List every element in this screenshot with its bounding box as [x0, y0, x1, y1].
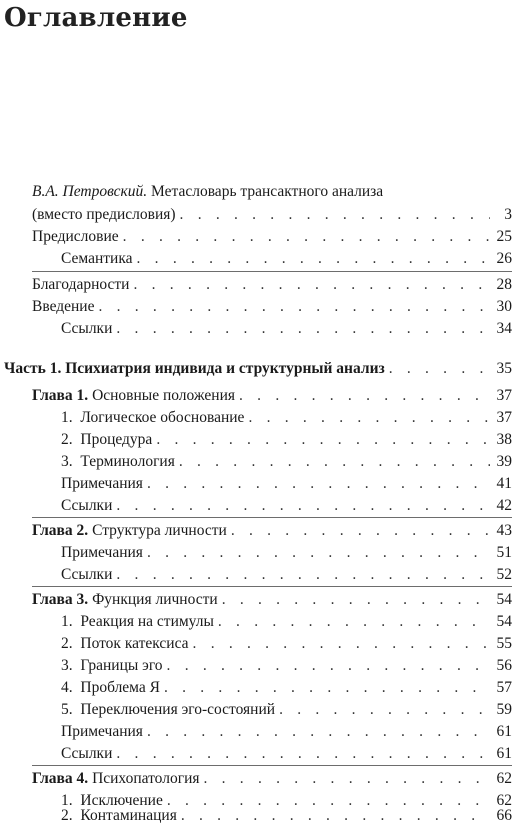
- section-divider: [32, 517, 512, 518]
- toc-entry-section[interactable]: [0, 678, 519, 698]
- toc-entry-label: 1. Реакция на стимулы: [61, 613, 214, 630]
- section-divider: [32, 765, 512, 766]
- toc-page-number: 28: [496, 276, 512, 293]
- toc-leader-dots: [147, 474, 490, 494]
- toc-entry-section[interactable]: [0, 430, 519, 450]
- toc-entry-label: 3. Границы эго: [61, 657, 163, 674]
- toc-page-number: 35: [496, 360, 512, 377]
- toc-leader-dots: [98, 297, 490, 317]
- chapter-prefix: Глава 3.: [32, 591, 89, 608]
- toc-page-number: 37: [496, 387, 512, 404]
- toc-leader-dots: [147, 722, 490, 742]
- toc-page-number: 54: [496, 591, 512, 608]
- toc-page-number: 38: [496, 431, 512, 448]
- toc-entry-preface[interactable]: [0, 227, 519, 247]
- toc-entry-label: Введение: [32, 298, 95, 315]
- toc-leader-dots: [279, 700, 490, 720]
- toc-page-number: 37: [496, 409, 512, 426]
- chapter-prefix: Глава 4.: [32, 770, 89, 787]
- toc-leader-dots: [116, 319, 490, 339]
- toc-entry-references[interactable]: [0, 744, 519, 764]
- toc-entry-intro-line1[interactable]: [32, 182, 383, 202]
- toc-entry-label: 3. Терминология: [61, 453, 175, 470]
- intro-author: В.А. Петровский.: [32, 183, 148, 200]
- toc-leader-dots: [123, 227, 490, 247]
- toc-leader-dots: [239, 386, 490, 406]
- toc-page-number: 51: [496, 544, 512, 561]
- toc-page-number: 43: [496, 522, 512, 539]
- toc-page-number: 56: [496, 657, 512, 674]
- toc-page-number: 26: [496, 250, 512, 267]
- toc-leader-dots: [116, 744, 490, 764]
- toc-page-number: 61: [496, 723, 512, 740]
- toc-entry-label: Функция личности: [88, 591, 218, 608]
- toc-leader-dots: [231, 521, 490, 541]
- toc-page-number: 39: [496, 453, 512, 470]
- toc-entry-label: 2. Процедура: [61, 431, 153, 448]
- toc-entry-references[interactable]: [0, 496, 519, 516]
- toc-leader-dots: [204, 769, 491, 789]
- toc-page-number: 52: [496, 566, 512, 583]
- toc-entry-label: Психопатология: [88, 770, 200, 787]
- toc-entry-chapter-1[interactable]: [0, 386, 519, 406]
- toc-leader-dots: [116, 496, 490, 516]
- toc-entry-label: Примечания: [61, 475, 143, 492]
- toc-page-number: 54: [496, 613, 512, 630]
- toc-page-number: 55: [496, 635, 512, 652]
- toc-entry-semantics[interactable]: [0, 249, 519, 269]
- toc-entry-part-1[interactable]: [0, 359, 519, 379]
- toc-leader-dots: [137, 249, 490, 269]
- toc-leader-dots: [389, 359, 490, 379]
- toc-entry-introduction[interactable]: [0, 297, 519, 317]
- toc-page-number: 66: [496, 807, 512, 824]
- toc-entry-label: 2. Поток катексиса: [61, 635, 189, 652]
- toc-entry-intro-line2[interactable]: [0, 205, 519, 225]
- toc-entry-label: Ссылки: [61, 320, 113, 337]
- toc-page-number: 57: [496, 679, 512, 696]
- toc-leader-dots: [180, 205, 490, 225]
- toc-leader-dots: [193, 634, 490, 654]
- toc-entry-chapter-3[interactable]: [0, 590, 519, 610]
- toc-entry-references[interactable]: [0, 319, 519, 339]
- toc-page-number: 61: [496, 745, 512, 762]
- toc-leader-dots: [156, 430, 490, 450]
- toc-entry-label: Предисловие: [32, 228, 119, 245]
- chapter-prefix: Глава 1.: [32, 387, 89, 404]
- toc-entry-label: (вместо предисловия): [32, 206, 176, 223]
- chapter-prefix: Глава 2.: [32, 522, 89, 539]
- toc-entry-chapter-2[interactable]: [0, 521, 519, 541]
- toc-entry-label: 2. Контаминация: [61, 807, 177, 824]
- toc-entry-section[interactable]: [0, 408, 519, 428]
- toc-entry-acknowledgements[interactable]: [0, 275, 519, 295]
- toc-page-number: 42: [496, 497, 512, 514]
- toc-entry-label: Примечания: [61, 544, 143, 561]
- toc-entry-label: Основные положения: [88, 387, 236, 404]
- toc-entry-label: 4. Проблема Я: [61, 679, 160, 696]
- toc-entry-label: Благодарности: [32, 276, 130, 293]
- toc-leader-dots: [116, 565, 490, 585]
- toc-entry-label: Семантика: [61, 250, 133, 267]
- toc-entry-notes[interactable]: [0, 543, 519, 563]
- toc-page-number: 59: [496, 701, 512, 718]
- toc-leader-dots: [133, 275, 490, 295]
- toc-page-number: 34: [496, 320, 512, 337]
- toc-leader-dots: [167, 656, 490, 676]
- toc-entry-notes[interactable]: [0, 722, 519, 742]
- toc-entry-label: Ссылки: [61, 497, 113, 514]
- toc-leader-dots: [248, 408, 490, 428]
- toc-entry-label: 5. Переключения эго-состояний: [61, 701, 276, 718]
- toc-page-number: 62: [496, 770, 512, 787]
- toc-entry-chapter-4[interactable]: [0, 769, 519, 789]
- intro-title-line1: Метасловарь трансактного анализа: [147, 183, 384, 200]
- toc-page-number: 25: [496, 228, 512, 245]
- toc-leader-dots: [181, 806, 490, 826]
- toc-leader-dots: [164, 678, 490, 698]
- toc-page-number: 3: [504, 206, 512, 223]
- toc-entry-section[interactable]: [0, 634, 519, 654]
- toc-entry-section[interactable]: [0, 452, 519, 472]
- toc-entry-label: Структура личности: [88, 522, 227, 539]
- toc-entry-label: Часть 1. Психиатрия индивида и структурный анализ: [4, 360, 385, 377]
- toc-leader-dots: [222, 590, 490, 610]
- toc-leader-dots: [147, 543, 490, 563]
- toc-entry-label: Примечания: [61, 723, 143, 740]
- toc-leader-dots: [218, 612, 490, 632]
- toc-page-number: 41: [496, 475, 512, 492]
- toc-entry-label: Ссылки: [61, 745, 113, 762]
- toc-entry-section[interactable]: [0, 806, 519, 826]
- toc-entry-label: 1. Исключение: [61, 792, 163, 809]
- toc-entry-label: 1. Логическое обоснование: [61, 409, 245, 426]
- section-divider: [32, 586, 512, 587]
- toc-entry-section[interactable]: [0, 700, 519, 720]
- toc-entry-section[interactable]: [0, 656, 519, 676]
- toc-leader-dots: [179, 452, 490, 472]
- toc-entry-section[interactable]: [0, 612, 519, 632]
- toc-entry-references[interactable]: [0, 565, 519, 585]
- toc-entry-label: Ссылки: [61, 566, 113, 583]
- toc-page-number: 30: [496, 298, 512, 315]
- toc-page-number: 62: [496, 792, 512, 809]
- page-title: Оглавление: [4, 3, 188, 33]
- section-divider: [32, 271, 512, 272]
- toc-entry-notes[interactable]: [0, 474, 519, 494]
